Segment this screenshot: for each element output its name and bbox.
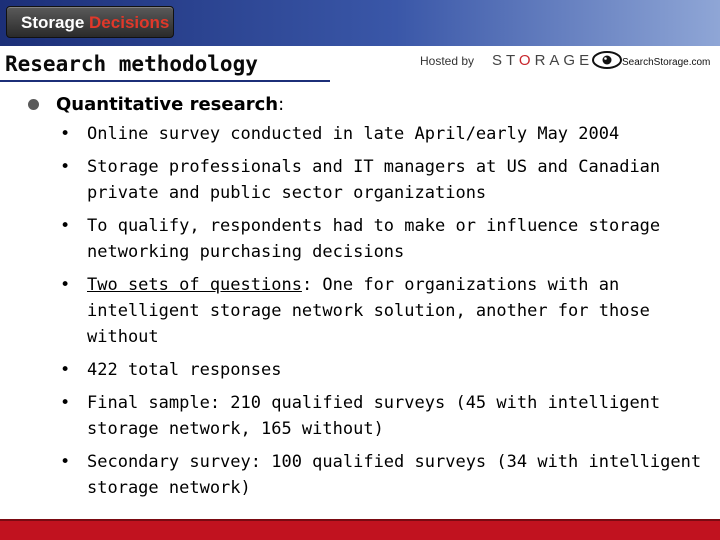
list-item-text: Storage professionals and IT managers at US and Canadian private and public sector organizations (87, 157, 661, 203)
list-item-rest: : One for organizations with an intelligent storage network solution, another for those without (87, 275, 650, 347)
footer-bar (0, 521, 720, 540)
list-item-text (87, 272, 707, 350)
bullet-icon: • (60, 452, 71, 472)
slide-title: Research methodology (5, 52, 258, 76)
bullet-icon: • (60, 157, 71, 177)
searchstorage-logo (592, 50, 712, 74)
storage-brand-red: O (518, 52, 535, 69)
hosted-by-label: Hosted by (420, 54, 475, 68)
underlined-phrase: Two sets of questions (87, 275, 302, 295)
list-item-text: Secondary survey: 100 qualified surveys (34 with intelligent storage network) (87, 452, 702, 498)
list-item-text: To qualify, respondents had to make or influence storage networking purchasing decisions (87, 216, 661, 262)
storage-decisions-logo (6, 6, 174, 38)
list-item-text: Online survey conducted in late April/early May 2004 (87, 124, 620, 144)
storage-brand-right: RAGE (534, 52, 594, 69)
logo-word-storage: Storage (21, 13, 85, 32)
storage-brand-left: ST (492, 52, 519, 69)
list-item-text: Final sample: 210 qualified surveys (45 with intelligent storage network, 165 without) (87, 393, 661, 439)
storage-brand-logo (492, 52, 593, 69)
bullet-icon: • (60, 124, 71, 144)
bullet-icon: • (60, 275, 71, 295)
header-banner (0, 0, 720, 46)
searchstorage-text: SearchStorage.com (622, 57, 711, 68)
bullet-icon: • (60, 360, 71, 380)
logo-word-decisions: Decisions (89, 13, 170, 32)
eye-icon (592, 51, 622, 69)
heading-colon: : (278, 94, 285, 115)
heading-text (56, 94, 284, 115)
title-underline (0, 80, 330, 82)
heading-bold: Quantitative research (56, 94, 279, 115)
circle-bullet-icon (28, 99, 39, 110)
list-item-text: 422 total responses (87, 360, 282, 380)
bullet-icon: • (60, 216, 71, 236)
bullet-icon: • (60, 393, 71, 413)
